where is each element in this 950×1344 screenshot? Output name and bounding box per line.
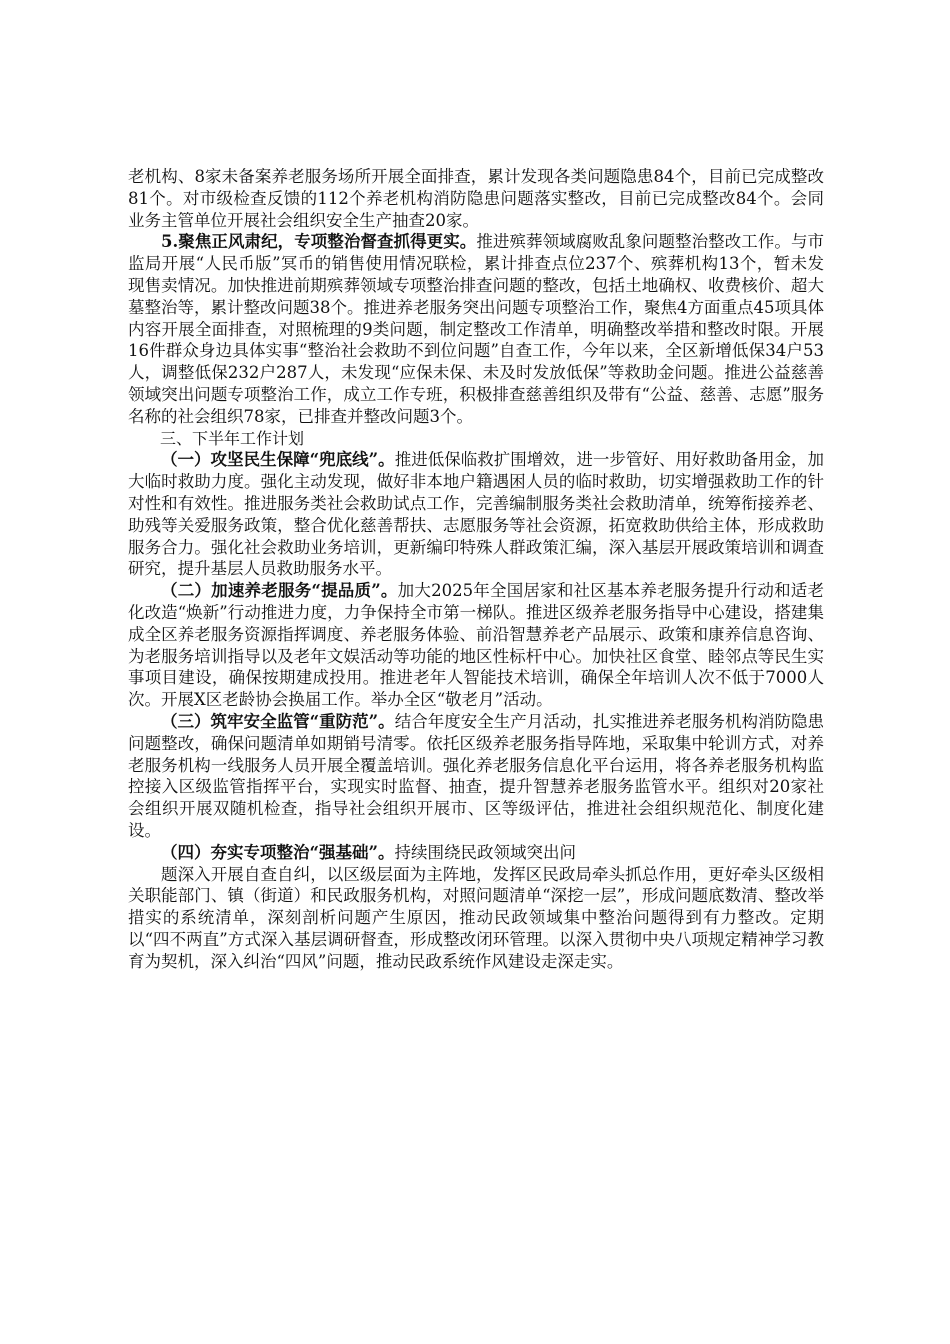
plan-4-heading: （四）夯实专项整治“强基础”。	[161, 842, 395, 862]
paragraph-plan-2	[128, 580, 824, 711]
plan-3-body: 结合年度安全生产月活动，扎实推进养老服务机构消防隐患问题整改，确保问题清单如期销号清零。依托区级养老服务指导阵地，采取集中轮训方式，对养老服务机构一线服务人员开展全覆盖培训。强化养老服务信息化平台运用，将各养老服务机构监控接入区级监管指挥平台，实现实时监督、抽查，提升智慧养老服务监管水平。组织对20家社会组织开展双随机检查，指导社会组织开展市、区等级评估，推进社会组织规范化、制度化建设。	[128, 711, 825, 840]
item-5-heading: 5.聚焦正风肃纪，专项整治督查抓得更实。	[161, 232, 477, 252]
paragraph-plan-1	[128, 449, 824, 580]
paragraph-item-5	[128, 231, 824, 427]
paragraph-plan-3	[128, 711, 824, 842]
plan-3-heading: （三）筑牢安全监管“重防范”。	[161, 711, 395, 731]
plan-1-heading: （一）攻坚民生保障“兜底线”。	[161, 450, 395, 470]
paragraph-continued: 老机构、8家未备案养老服务场所开展全面排查，累计发现各类问题隐患84个，目前已完成整改81个。对市级检查反馈的112个养老机构消防隐患问题落实整改，目前已完成整改84个。会同业务主管单位开展社会组织安全生产抽查20家。	[128, 167, 824, 230]
paragraph-plan-4	[128, 842, 824, 864]
plan-1-body: 推进低保临救扩围增效，进一步管好、用好救助备用金，加大临时救助力度。强化主动发现，做好非本地户籍遇困人员的临时救助，切实增强救助工作的针对性和有效性。推进服务类社会救助试点工作，完善编制服务类社会救助清单，统筹衔接养老、助残等关爱服务政策，整合优化慈善帮扶、志愿服务等社会资源，拓宽救助供给主体，形成救助服务合力。强化社会救助业务培训，更新编印特殊人群政策汇编，深入基层开展政策培训和调查研究，提升基层人员救助服务水平。	[128, 450, 825, 579]
plan-2-heading: （二）加速养老服务“提品质”。	[161, 581, 398, 601]
item-5-body: 推进殡葬领域腐败乱象问题整治整改工作。与市监局开展“人民币版”冥币的销售使用情况联检，累计排查点位237个、殡葬机构13个，暂未发现售卖情况。加快推进前期殡葬领域专项整治排查问题的整改，包括土地确权、收费核价、超大墓整治等，累计整改问题38个。推进养老服务突出问题专项整治工作，聚焦4方面重点45项具体内容开展全面排查，对照梳理的9类问题，制定整改工作清单，明确整改举措和整改时限。开展16件群众身边具体实事“整治社会救助不到位问题”自查工作，今年以来，全区新增低保34户53人，调整低保232户287人，未发现“应保未保、未及时发放低保”等救助金问题。推进公益慈善领域突出问题专项整治工作，成立工作专班，积极排查慈善组织及带有“公益、慈善、志愿”服务名称的社会组织78家，已排查并整改问题3个。	[128, 232, 825, 426]
paragraph-plan-4-continued: 题深入开展自查自纠，以区级层面为主阵地，发挥区民政局牵头抓总作用，更好牵头区级相关职能部门、镇（街道）和民政服务机构，对照问题清单“深挖一层”，形成问题底数清、整改举措实的系统清单，深刻剖析问题产生原因，推动民政领域集中整治问题得到有力整改。定期以“四不两直”方式深入基层调研督查，形成整改闭环管理。以深入贯彻中央八项规定精神学习教育为契机，深入纠治“四风”问题，推动民政系统作风建设走深走实。	[128, 864, 824, 971]
plan-2-body: 加大2025年全国居家和社区基本养老服务提升行动和适老化改造“焕新”行动推进力度，力争保持全市第一梯队。推进区级养老服务指导中心建设，搭建集成全区养老服务资源指挥调度、养老服务体验、前沿智慧养老产品展示、政策和康养信息咨询、为老服务培训指导以及老年文娱活动等功能的地区性标杆中心。加快社区食堂、睦邻点等民生实事项目建设，确保按期建成投用。推进老年人智能技术培训，确保全年培训人次不低于7000人次。开展X区老龄协会换届工作。举办全区“敬老月”活动。	[128, 581, 824, 710]
document-page	[128, 166, 824, 972]
plan-4-body: 持续围绕民政领域突出问	[394, 842, 576, 862]
section-3-heading: 三、下半年工作计划	[160, 428, 305, 448]
